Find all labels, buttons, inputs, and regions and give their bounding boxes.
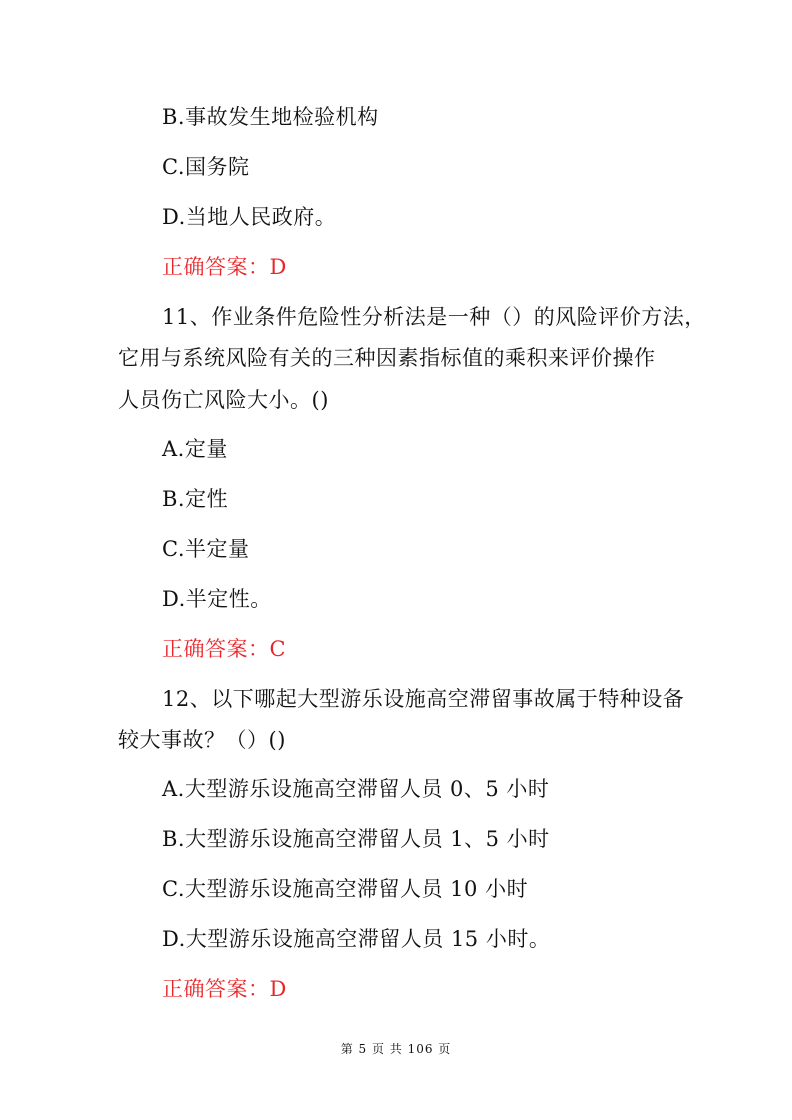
q11-option-d: D.半定性。 <box>162 587 272 611</box>
q11-text-line-1: 11、作业条件危险性分析法是一种（）的风险评价方法， <box>162 305 706 329</box>
q11-text-line-3: 人员伤亡风险大小。() <box>118 388 329 412</box>
q12-option-d: D.大型游乐设施高空滞留人员 15 小时。 <box>162 927 551 951</box>
prev-option-d: D.当地人民政府。 <box>162 205 337 229</box>
q12-option-c: C.大型游乐设施高空滞留人员 10 小时 <box>162 877 529 901</box>
q12-option-a: A.大型游乐设施高空滞留人员 0、5 小时 <box>162 777 550 801</box>
q11-answer: 正确答案：C <box>162 637 287 661</box>
q12-option-b: B.大型游乐设施高空滞留人员 1、5 小时 <box>162 827 550 851</box>
prev-answer: 正确答案：D <box>162 255 287 279</box>
q11-text-line-2: 它用与系统风险有关的三种因素指标值的乘积来评价操作 <box>118 346 656 370</box>
q11-option-a: A.定量 <box>162 437 228 461</box>
prev-option-b: B.事故发生地检验机构 <box>162 105 379 129</box>
q11-option-b: B.定性 <box>162 487 229 511</box>
prev-option-c: C.国务院 <box>162 155 250 179</box>
q12-text-line-2: 较大事故？（）() <box>118 728 286 752</box>
page-footer: 第 5 页 共 106 页 <box>340 1042 452 1056</box>
q11-option-c: C.半定量 <box>162 537 250 561</box>
q12-text-line-1: 12、以下哪起大型游乐设施高空滞留事故属于特种设备 <box>162 687 685 711</box>
q12-answer: 正确答案：D <box>162 977 287 1001</box>
